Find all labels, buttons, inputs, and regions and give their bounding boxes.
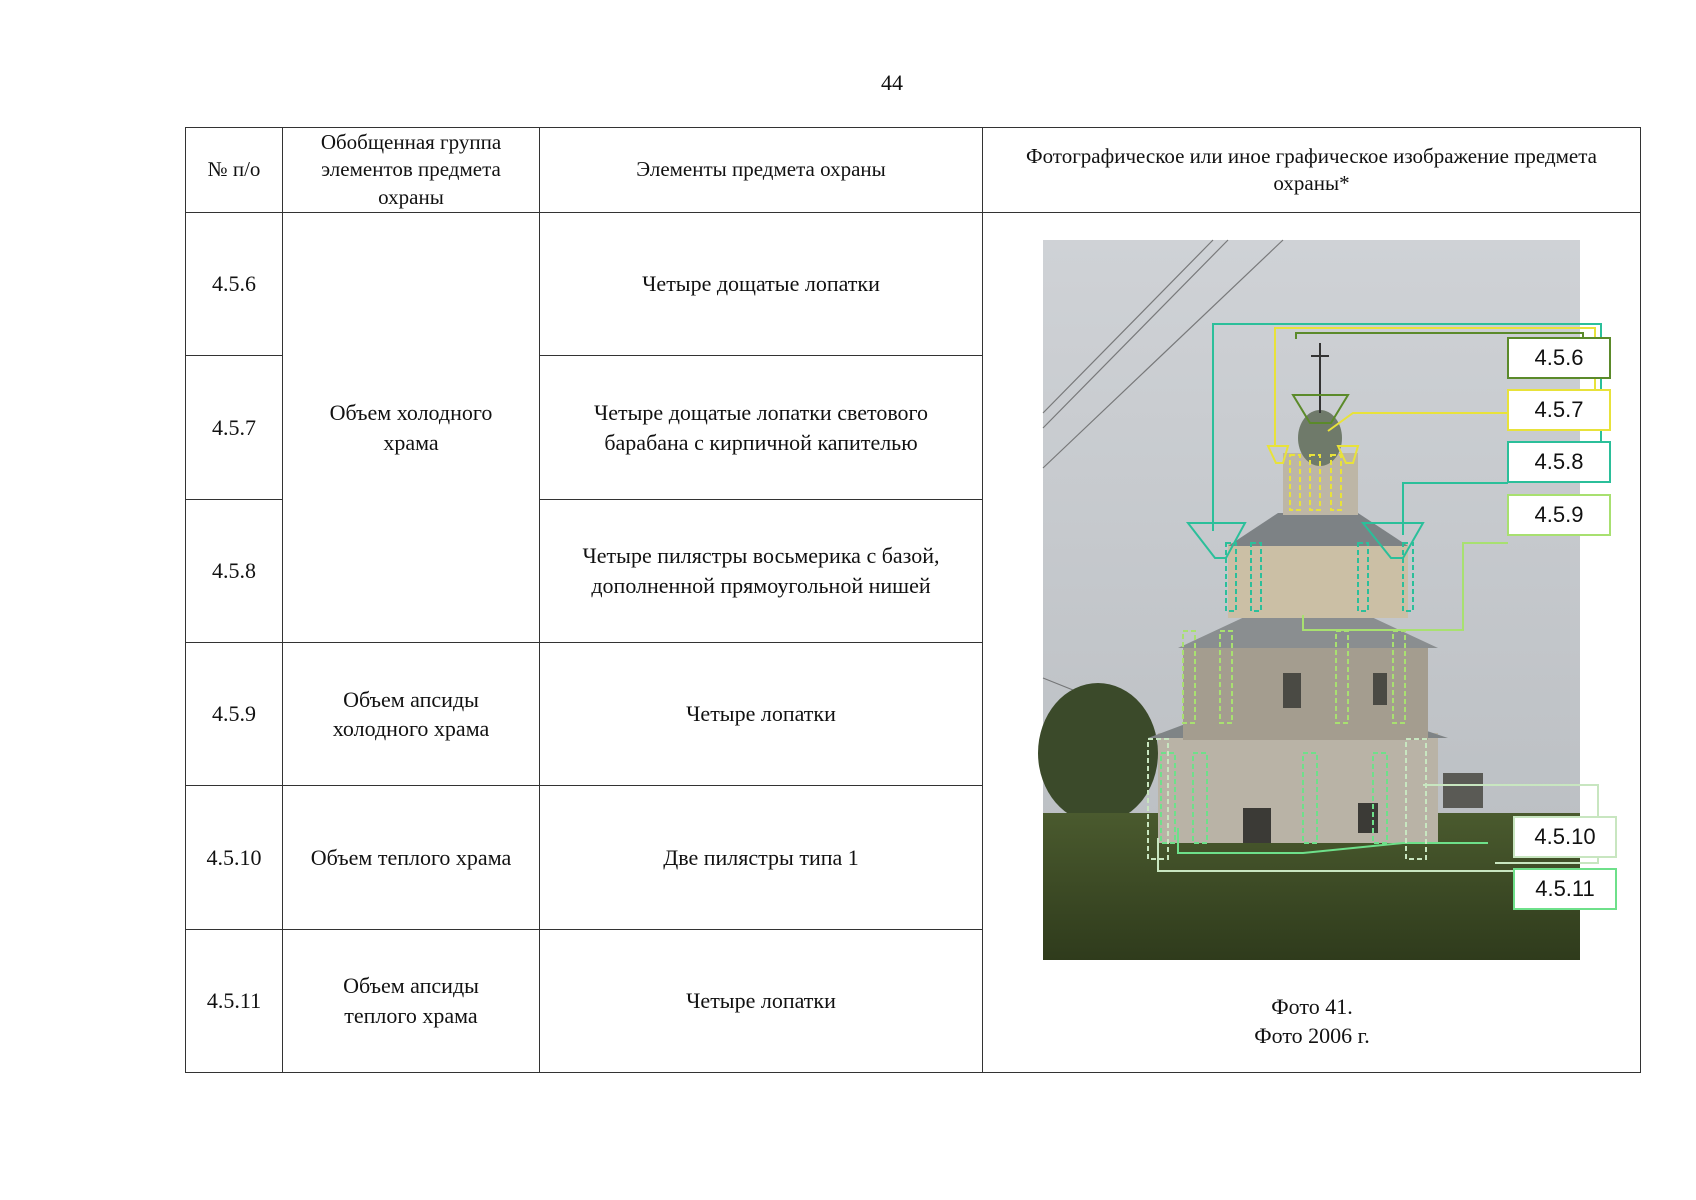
row-group: Объем апсиды холодного храма	[283, 643, 540, 786]
row-element: Четыре лопатки	[540, 643, 983, 786]
row-num: 4.5.11	[186, 929, 283, 1072]
photo-area	[983, 213, 1641, 1070]
page-number: 44	[881, 70, 903, 95]
photo-label: 4.5.7	[1507, 389, 1611, 431]
photo-label: 4.5.11	[1513, 868, 1617, 910]
row-num: 4.5.8	[186, 499, 283, 642]
header-group: Обобщенная группа элементов предмета охраны	[283, 128, 540, 213]
row-group: Объем апсиды теплого храма	[283, 929, 540, 1072]
row-group: Объем холодного храма	[283, 213, 540, 643]
photo-label: 4.5.9	[1507, 494, 1611, 536]
row-element: Четыре лопатки	[540, 929, 983, 1072]
header-image: Фотографическое или иное графическое изображение предмета охраны*	[983, 128, 1641, 213]
row-element: Две пилястры типа 1	[540, 786, 983, 929]
caption-line: Фото 41.	[1271, 994, 1353, 1020]
header-row	[186, 128, 1641, 213]
row-num: 4.5.6	[186, 213, 283, 356]
protection-table	[185, 127, 1641, 1073]
row-group: Объем теплого храма	[283, 786, 540, 929]
row-num: 4.5.10	[186, 786, 283, 929]
photo-caption	[983, 993, 1641, 1050]
caption-line: Фото 2006 г.	[1254, 1022, 1370, 1048]
table-row	[186, 213, 1641, 356]
row-num: 4.5.7	[186, 356, 283, 499]
photo-label: 4.5.10	[1513, 816, 1617, 858]
row-element: Четыре пилястры восьмерика с базой, дополненной прямоугольной нишей	[540, 499, 983, 642]
header-num: № п/о	[186, 128, 283, 213]
row-num: 4.5.9	[186, 643, 283, 786]
photo-label: 4.5.8	[1507, 441, 1611, 483]
row-element: Четыре дощатые лопатки	[540, 213, 983, 356]
header-elements: Элементы предмета охраны	[540, 128, 983, 213]
photo-label: 4.5.6	[1507, 337, 1611, 379]
photo-cell	[983, 213, 1641, 1073]
row-element: Четыре дощатые лопатки светового барабана с кирпичной капителью	[540, 356, 983, 499]
